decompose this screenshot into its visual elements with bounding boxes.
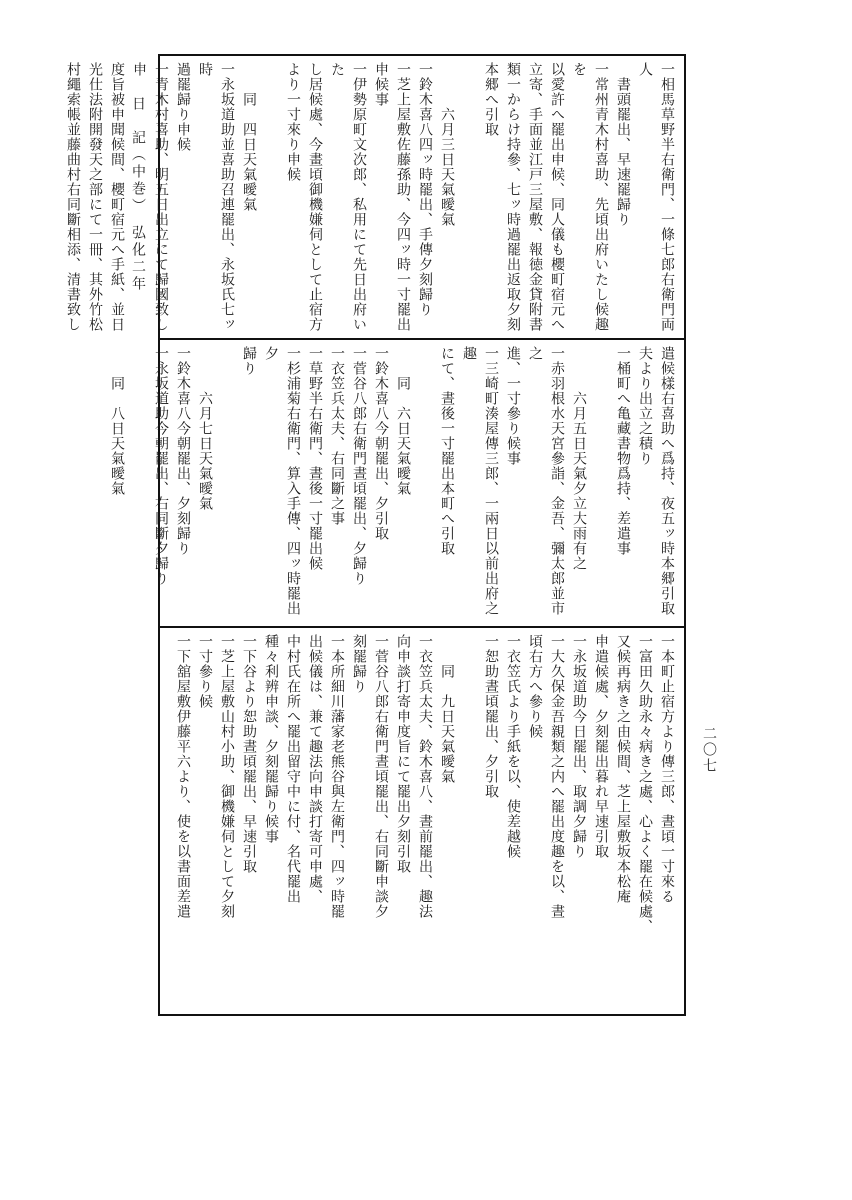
diary-section-2: 遣候樣右喜助へ爲持、夜五ッ時本郷引取 夫より出立之積り 一桶町へ亀藏書物爲持、差遣事 六月五日天氣夕立大雨有之 一赤羽根水天宮參詣、金吾、彌太郎並市之 進、一寸參り候事 一三崎町湊屋傳三郎、一兩日以前出府之趣 にて、晝後一寸罷出本町へ引取 同 六日天氣曖氣 一鈴木喜八今朝罷出、夕引取 一菅谷八郎右衛門晝頃罷出、夕歸り 一衣笠兵太夫、右同斷之事 一草野半右衛門、晝後一寸罷出候 一杉浦菊右衛門、算入手傳、四ッ時罷出夕 歸り 六月七日天氣曖氣 一鈴木喜八今朝罷出、夕刻歸り 一永坂道助今朝罷出、右同斷夕歸り 同 八日天氣曖氣: [109, 346, 675, 616]
page-number: 二〇七: [701, 726, 717, 774]
diary-section-3: 一本町止宿方より傳三郎、晝頃一寸來る 一富田久助永々病き之處、心よく罷在候處、 又候再病き之由候間、芝上屋敷坂本松庵 申遣候處、夕刻罷出暮れ早速引取 一永坂道助今日罷出、取調夕歸り 一大久保金吾親類之内へ罷出度趣を以、晝 頃右方へ參り候 一衣笠氏より手紙を以、使差越候 一恕助晝頃罷出、夕引取 同 九日天氣曖氣 一衣笠兵太夫、鈴木喜八、晝前罷出、趣法 向申談打寄申度旨にて罷出夕刻引取 一菅谷八郎右衛門晝頃罷出、右同斷申談夕 刻罷歸り 一本所細川藩家老熊谷與左衛門、四ッ時罷 出候儀は、兼て趣法向申談打寄可申處、 中村氏在所へ罷出留守中に付、名代罷出 種々利辨申談、夕刻罷歸り候事 一下谷より恕助晝頃罷出、早速引取 一芝上屋敷山村小助、御機嫌伺として夕刻 一寸參り候 一下舘屋敷伊藤平六より、使を以書面差遣: [175, 634, 675, 934]
section-divider-top: [158, 338, 686, 340]
diary-section-1: 一相馬草野半右衛門、一條七郎右衛門両人 書頭罷出、早速罷歸り 一常州青木村喜助、先頃出府いたし候趣を 以愛許へ罷出申候、同人儀も櫻町宿元へ 立寄、手面並江戸三屋敷、報徳金貸附書 類一からけ持參、七ッ時過罷出返取夕刻 本郷へ引取 六月三日天氣曖氣 一鈴木喜八四ッ時罷出、手傳夕刻歸り 一芝上屋敷佐藤孫助、今四ッ時一寸罷出 申候事 一伊勢原町文次郎、私用にて先日出府いた し居候處、今畫頃御機嫌伺として止宿方 より一寸來り申候 同 四日天氣曖氣 一永坂道助並喜助召連罷出、永坂氏七ッ時 過罷歸り申候 一青木村喜助、明五日出立にて歸國致し申 度旨被申聞候間、櫻町宿元へ手紙、並日 光仕法附開發天之部にて一冊、其外竹松 村繩索帳並藤曲村右同斷相添、清書致し: [65, 62, 675, 332]
section-divider-bottom: [158, 626, 686, 628]
running-title: 日 記（中巻） 弘化二年: [130, 96, 146, 293]
